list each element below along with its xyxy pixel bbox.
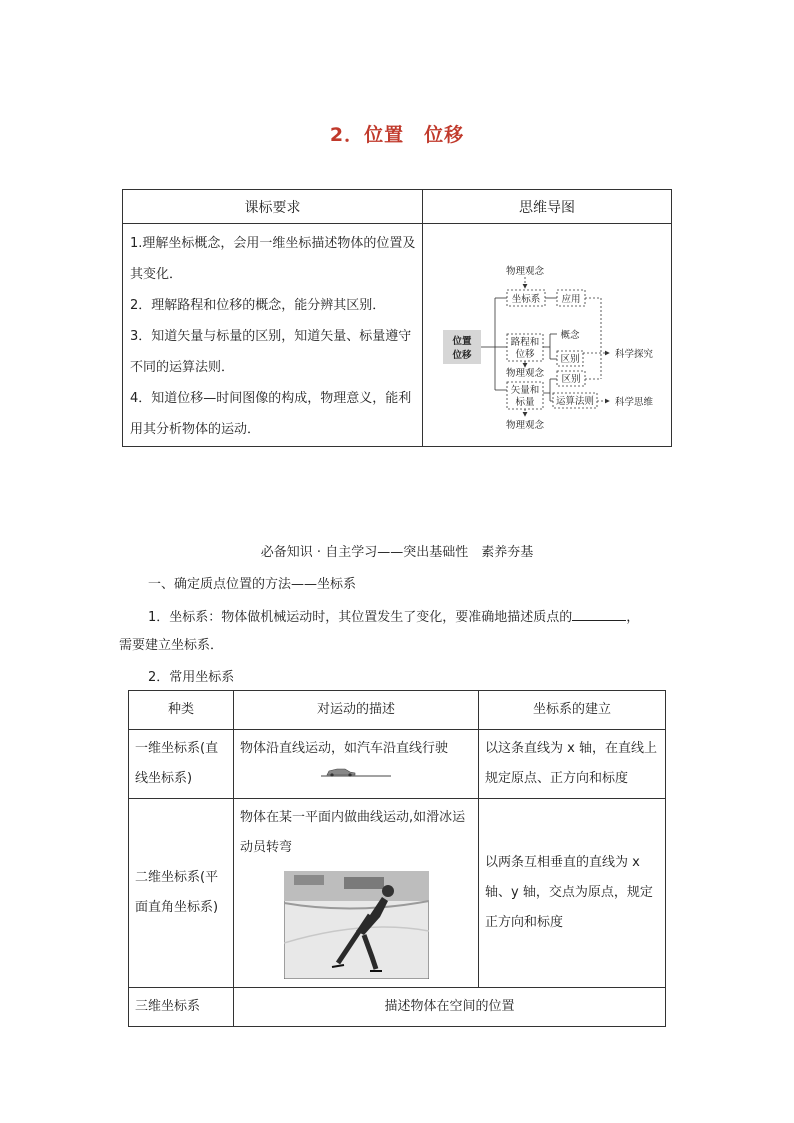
mindmap-node-apply: 应用 <box>561 294 581 305</box>
mindmap-label-bottom: 物理观念 <box>505 420 545 431</box>
desc-text: 物体在某一平面内做曲线运动,如滑冰运动员转弯 <box>240 810 466 855</box>
coordinate-systems-table <box>128 690 666 1027</box>
table-row <box>129 799 666 988</box>
table-row <box>129 730 666 799</box>
table-cell-build: 以这条直线为 x 轴，在直线上规定原点、正方向和标度 <box>479 730 666 799</box>
mindmap-node-vec1: 矢量和 <box>510 385 540 396</box>
table-header-requirements: 课标要求 <box>123 190 423 224</box>
table-cell-type: 三维坐标系 <box>129 988 234 1027</box>
table-cell-desc: 描述物体在空间的位置 <box>234 988 666 1027</box>
mindmap-node-diff1: 区别 <box>560 354 580 365</box>
page-title: 2．位置 位移 <box>329 124 465 146</box>
requirements-cell <box>123 224 423 447</box>
mindmap-label-top: 物理观念 <box>505 266 545 277</box>
requirement-item: 1.理解坐标概念，会用一维坐标描述物体的位置及其变化． <box>130 236 416 282</box>
sub-heading-common: 2．常用坐标系 <box>148 670 235 685</box>
mindmap-node-vec2: 标量 <box>515 397 535 408</box>
table-header: 种类 <box>129 691 234 730</box>
table-cell-type: 二维坐标系(平面直角坐标系) <box>129 799 234 988</box>
table-header-mindmap: 思维导图 <box>423 190 672 224</box>
table-cell-desc <box>234 799 479 988</box>
table-cell-desc <box>234 730 479 799</box>
paragraph-line2: 需要建立坐标系． <box>119 638 224 653</box>
paragraph-punct: ， <box>626 610 640 625</box>
table-header: 对运动的描述 <box>234 691 479 730</box>
requirements-table <box>122 189 672 447</box>
mindmap-node-science-thinking: 科学思维 <box>615 397 654 408</box>
requirement-item: 3．知道矢量与标量的区别，知道矢量、标量遵守不同的运算法则． <box>130 329 412 375</box>
table-cell-build: 以两条互相垂直的直线为 x 轴、y 轴，交点为原点，规定正方向和标度 <box>479 799 666 988</box>
mindmap-root-line2: 位移 <box>452 350 472 361</box>
requirement-item: 2．理解路程和位移的概念，能分辨其区别． <box>130 298 386 313</box>
table-cell-type: 一维坐标系(直线坐标系) <box>129 730 234 799</box>
paragraph-coordinate <box>119 604 675 660</box>
mindmap-node-diff2: 区别 <box>561 374 581 385</box>
mindmap-diagram <box>423 243 671 433</box>
mindmap-node-science-inquiry: 科学探究 <box>615 349 654 360</box>
car-icon <box>319 764 393 778</box>
skater-photo <box>284 871 429 979</box>
sub-heading-coordinate: 一、确定质点位置的方法——坐标系 <box>148 577 357 592</box>
mindmap-root-line1: 位置 <box>452 336 472 347</box>
table-row <box>129 988 666 1027</box>
mindmap-node-path1: 路程和 <box>510 337 540 348</box>
requirement-item: 4．知道位移—时间图像的构成，物理意义，能利用其分析物体的运动． <box>130 391 412 437</box>
paragraph-text: 1．坐标系：物体做机械运动时，其位置发生了变化，要准确地描述质点的 <box>148 610 573 625</box>
table-header: 坐标系的建立 <box>479 691 666 730</box>
fill-blank[interactable] <box>572 608 626 621</box>
mindmap-node-rule: 运算法则 <box>555 396 595 407</box>
mindmap-label-mid: 物理观念 <box>505 368 545 379</box>
mindmap-node-path2: 位移 <box>515 349 535 360</box>
section-heading: 必备知识 · 自主学习——突出基础性 素养夯基 <box>260 545 534 560</box>
mindmap-node-coord: 坐标系 <box>511 294 541 305</box>
mindmap-cell <box>423 224 672 447</box>
desc-text: 物体沿直线运动，如汽车沿直线行驶 <box>240 741 449 756</box>
mindmap-node-concept: 概念 <box>560 330 580 341</box>
